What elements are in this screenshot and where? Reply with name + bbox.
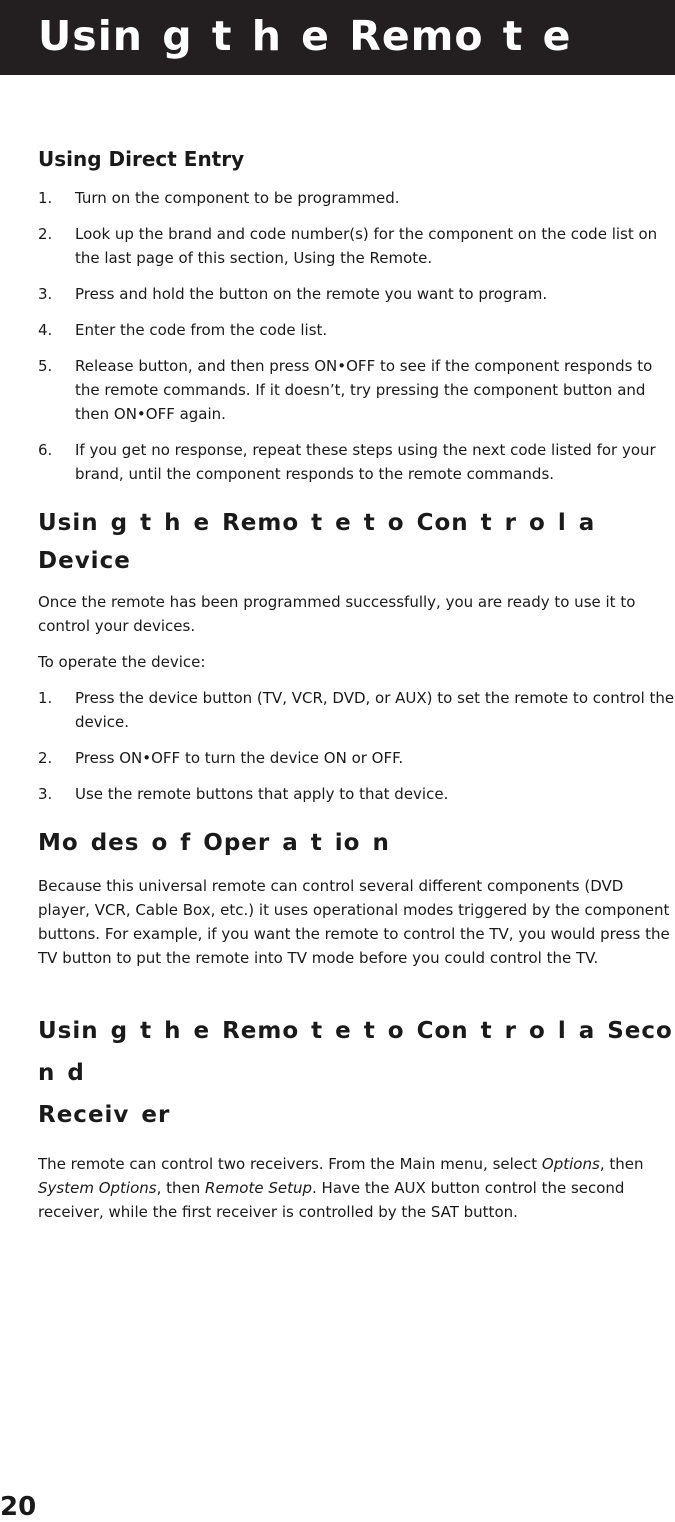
page-number: 20 (0, 1492, 37, 1522)
step-number: 3. (38, 285, 53, 303)
section-heading-second-receiver (38, 1010, 675, 1136)
list-item (38, 354, 675, 426)
control-device-intro: Once the remote has been programmed successfully, you are ready to use it to control your devices. (38, 593, 636, 635)
direct-entry-steps (38, 186, 675, 486)
step-number: 6. (38, 441, 53, 459)
control-device-steps (38, 686, 675, 806)
heading-line-1: Usin g t h e Remo t e t o Con t r o l a Seco n d (38, 1018, 673, 1086)
step-text: Press ON•OFF to turn the device ON or OFF. (75, 749, 404, 767)
step-number: 4. (38, 321, 53, 339)
menu-option-remote-setup: Remote Setup (205, 1179, 313, 1197)
step-text: Turn on the component to be programmed. (75, 189, 400, 207)
step-text: Look up the brand and code number(s) for the component on the code list on the last page of this section, Using the Remote. (75, 225, 658, 267)
step-text: Enter the code from the code list. (75, 321, 328, 339)
step-text: Press and hold the button on the remote you want to program. (75, 285, 548, 303)
body-text: , then (599, 1155, 644, 1173)
step-text: If you get no response, repeat these steps using the next code listed for your brand, until the component responds to the remote commands. (75, 441, 656, 483)
menu-option-system-options: System Options (38, 1179, 157, 1197)
step-number: 2. (38, 225, 53, 243)
page-title: Usin g t h e Remo t e (38, 12, 572, 60)
list-item (38, 318, 675, 342)
heading-line-2: Receiv er (38, 1102, 171, 1128)
control-device-lead: To operate the device: (38, 653, 206, 671)
body-text: , then (156, 1179, 206, 1197)
second-receiver-body (38, 1152, 675, 1224)
section-heading-control-device: Usin g t h e Remo t e t o Con t r o l a Device (38, 510, 596, 574)
list-item (38, 282, 675, 306)
modes-body: Because this universal remote can control several different components (DVD player, VCR, Cable Box, etc.) it uses operational modes triggered by the component buttons. For example, if you want the remote to control the TV, you would press the TV button to put the remote into TV mode before you could control the TV. (38, 877, 670, 967)
step-number: 5. (38, 357, 53, 375)
step-text: Press the device button (TV, VCR, DVD, or AUX) to set the remote to control the device. (75, 689, 675, 731)
content (38, 140, 675, 1224)
body-text: . Have the AUX button control the second receiver, while the first receiver is controlled by the SAT button. (38, 1179, 625, 1221)
header-bar (0, 0, 675, 75)
step-text: Release button, and then press ON•OFF to see if the component responds to the remote commands. If it doesn’t, try pressing the component button and then ON•OFF again. (75, 357, 653, 423)
step-number: 2. (38, 749, 53, 767)
body-text: The remote can control two receivers. From the Main menu, select (38, 1155, 542, 1173)
step-number: 3. (38, 785, 53, 803)
list-item (38, 186, 675, 210)
list-item (38, 222, 675, 270)
step-text: Use the remote buttons that apply to that device. (75, 785, 449, 803)
step-number: 1. (38, 689, 53, 707)
section-heading-direct-entry: Using Direct Entry (38, 147, 245, 171)
list-item (38, 746, 675, 770)
list-item (38, 782, 675, 806)
step-number: 1. (38, 189, 53, 207)
section-heading-modes: Mo des o f Oper a t io n (38, 830, 390, 856)
list-item (38, 438, 675, 486)
list-item (38, 686, 675, 734)
menu-option-options: Options (541, 1155, 600, 1173)
